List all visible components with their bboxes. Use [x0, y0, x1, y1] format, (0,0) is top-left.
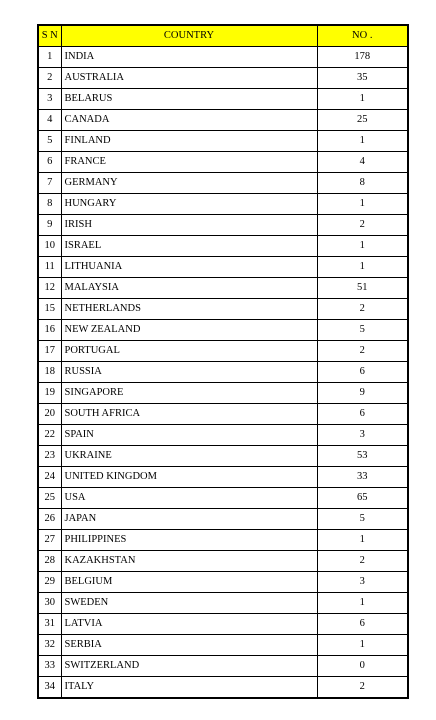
table-row	[38, 236, 408, 257]
serial-number-cell: 8	[38, 194, 61, 215]
country-cell: SOUTH AFRICA	[61, 404, 317, 425]
country-cell: ISRAEL	[61, 236, 317, 257]
serial-number-cell: 16	[38, 320, 61, 341]
serial-number-cell: 10	[38, 236, 61, 257]
number-cell: 3	[317, 425, 408, 446]
serial-number-cell: 29	[38, 572, 61, 593]
country-cell: CANADA	[61, 110, 317, 131]
table-row	[38, 530, 408, 551]
country-cell: MALAYSIA	[61, 278, 317, 299]
country-count-table	[37, 24, 409, 699]
table-row	[38, 68, 408, 89]
country-cell: UKRAINE	[61, 446, 317, 467]
number-cell: 2	[317, 341, 408, 362]
country-cell: SWEDEN	[61, 593, 317, 614]
table-row	[38, 635, 408, 656]
number-cell: 5	[317, 320, 408, 341]
number-cell: 9	[317, 383, 408, 404]
number-cell: 1	[317, 593, 408, 614]
table-row	[38, 110, 408, 131]
table-row	[38, 320, 408, 341]
serial-number-cell: 25	[38, 488, 61, 509]
serial-number-cell: 33	[38, 656, 61, 677]
number-cell: 2	[317, 677, 408, 699]
table-row	[38, 194, 408, 215]
table-row	[38, 551, 408, 572]
table-row	[38, 341, 408, 362]
number-cell: 2	[317, 215, 408, 236]
number-cell: 6	[317, 404, 408, 425]
number-cell: 3	[317, 572, 408, 593]
country-cell: LATVIA	[61, 614, 317, 635]
serial-number-cell: 1	[38, 47, 61, 68]
country-cell: USA	[61, 488, 317, 509]
serial-number-cell: 5	[38, 131, 61, 152]
serial-number-cell: 11	[38, 257, 61, 278]
country-cell: AUSTRALIA	[61, 68, 317, 89]
number-cell: 2	[317, 299, 408, 320]
table-row	[38, 47, 408, 68]
country-cell: INDIA	[61, 47, 317, 68]
number-cell: 51	[317, 278, 408, 299]
table-row	[38, 152, 408, 173]
serial-number-cell: 31	[38, 614, 61, 635]
number-cell: 4	[317, 152, 408, 173]
serial-number-cell: 26	[38, 509, 61, 530]
number-cell: 6	[317, 614, 408, 635]
country-cell: RUSSIA	[61, 362, 317, 383]
serial-number-cell: 22	[38, 425, 61, 446]
country-cell: SWITZERLAND	[61, 656, 317, 677]
serial-number-cell: 34	[38, 677, 61, 699]
number-cell: 1	[317, 89, 408, 110]
country-cell: LITHUANIA	[61, 257, 317, 278]
serial-number-cell: 28	[38, 551, 61, 572]
serial-number-cell: 23	[38, 446, 61, 467]
number-cell: 35	[317, 68, 408, 89]
table-row	[38, 215, 408, 236]
table-row	[38, 677, 408, 699]
country-cell: SINGAPORE	[61, 383, 317, 404]
table-row	[38, 425, 408, 446]
serial-number-cell: 4	[38, 110, 61, 131]
country-cell: PORTUGAL	[61, 341, 317, 362]
country-cell: GERMANY	[61, 173, 317, 194]
serial-number-cell: 20	[38, 404, 61, 425]
serial-number-cell: 24	[38, 467, 61, 488]
country-cell: NEW ZEALAND	[61, 320, 317, 341]
table-row	[38, 383, 408, 404]
serial-number-cell: 12	[38, 278, 61, 299]
table-row	[38, 362, 408, 383]
country-cell: SERBIA	[61, 635, 317, 656]
header-serial-number: S N	[38, 25, 61, 47]
table-row	[38, 572, 408, 593]
table-row	[38, 257, 408, 278]
number-cell: 33	[317, 467, 408, 488]
serial-number-cell: 2	[38, 68, 61, 89]
header-country: COUNTRY	[61, 25, 317, 47]
number-cell: 1	[317, 194, 408, 215]
number-cell: 65	[317, 488, 408, 509]
table-body	[38, 47, 408, 699]
country-cell: FRANCE	[61, 152, 317, 173]
serial-number-cell: 19	[38, 383, 61, 404]
number-cell: 25	[317, 110, 408, 131]
serial-number-cell: 15	[38, 299, 61, 320]
serial-number-cell: 32	[38, 635, 61, 656]
number-cell: 0	[317, 656, 408, 677]
number-cell: 6	[317, 362, 408, 383]
number-cell: 8	[317, 173, 408, 194]
number-cell: 1	[317, 236, 408, 257]
country-cell: UNITED KINGDOM	[61, 467, 317, 488]
country-cell: NETHERLANDS	[61, 299, 317, 320]
country-cell: HUNGARY	[61, 194, 317, 215]
number-cell: 1	[317, 530, 408, 551]
table-row	[38, 467, 408, 488]
table-row	[38, 404, 408, 425]
table-row	[38, 173, 408, 194]
country-cell: IRISH	[61, 215, 317, 236]
number-cell: 178	[317, 47, 408, 68]
table-row	[38, 131, 408, 152]
spreadsheet-area	[37, 24, 409, 699]
number-cell: 5	[317, 509, 408, 530]
table-row	[38, 509, 408, 530]
country-cell: BELARUS	[61, 89, 317, 110]
serial-number-cell: 7	[38, 173, 61, 194]
serial-number-cell: 30	[38, 593, 61, 614]
table-row	[38, 593, 408, 614]
serial-number-cell: 18	[38, 362, 61, 383]
country-cell: JAPAN	[61, 509, 317, 530]
table-row	[38, 656, 408, 677]
number-cell: 53	[317, 446, 408, 467]
table-row	[38, 89, 408, 110]
number-cell: 2	[317, 551, 408, 572]
country-cell: ITALY	[61, 677, 317, 699]
table-row	[38, 488, 408, 509]
number-cell: 1	[317, 635, 408, 656]
country-cell: KAZAKHSTAN	[61, 551, 317, 572]
number-cell: 1	[317, 257, 408, 278]
serial-number-cell: 6	[38, 152, 61, 173]
number-cell: 1	[317, 131, 408, 152]
country-cell: BELGIUM	[61, 572, 317, 593]
country-cell: SPAIN	[61, 425, 317, 446]
table-row	[38, 614, 408, 635]
table-row	[38, 299, 408, 320]
table-header-row	[38, 25, 408, 47]
serial-number-cell: 9	[38, 215, 61, 236]
table-row	[38, 278, 408, 299]
serial-number-cell: 3	[38, 89, 61, 110]
country-cell: FINLAND	[61, 131, 317, 152]
serial-number-cell: 17	[38, 341, 61, 362]
serial-number-cell: 27	[38, 530, 61, 551]
table-row	[38, 446, 408, 467]
country-cell: PHILIPPINES	[61, 530, 317, 551]
header-number: NO .	[317, 25, 408, 47]
